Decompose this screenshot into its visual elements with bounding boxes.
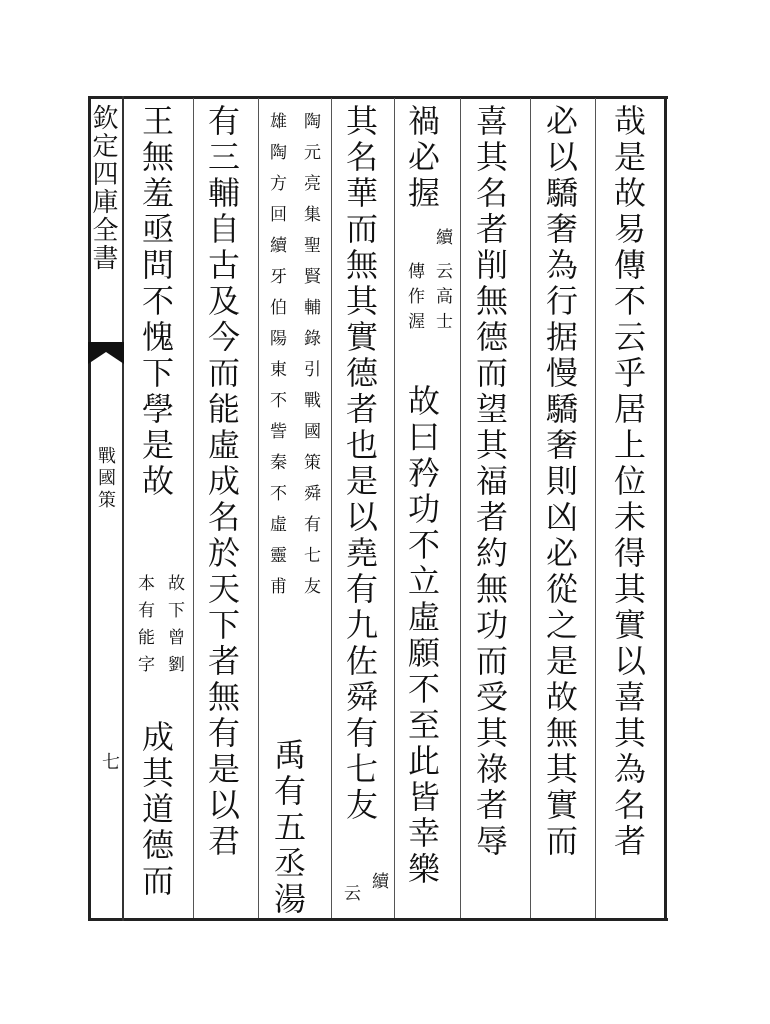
text-column-6-tail: 禹有五丞湯 — [269, 738, 307, 918]
column-divider — [595, 98, 596, 918]
text-column-4-tail: 故曰矜功不立虛願不至此皆幸樂 — [403, 384, 441, 888]
text-column-4-head: 禍必握 — [403, 104, 441, 212]
section-title: 戰國策 — [95, 446, 116, 512]
text-column-2: 必以驕奢為行据慢驕奢則凶必從之是故無其實而 — [541, 104, 579, 860]
column-divider — [258, 98, 259, 918]
annotation-left-text: 傳作渥 — [404, 262, 424, 337]
column-divider — [193, 98, 194, 918]
annotation-right-text: 云高士 — [432, 262, 452, 337]
annotation-right: 續 — [368, 872, 388, 897]
frame-bottom-line — [88, 918, 668, 921]
annotation-right: 陶元亮集聖賢輔錄引戰國策舜有七友 — [300, 112, 320, 608]
column-divider — [394, 98, 395, 918]
text-column-3: 喜其名者削無德而望其福者約無功而受其祿者辱 — [471, 104, 509, 860]
column-divider — [460, 98, 461, 918]
annotation-left: 雄陶方回續牙伯陽東不訾秦不虛靈甫 — [266, 112, 286, 608]
text-column-8-tail: 成其道德而 — [137, 720, 175, 900]
margin-divider-line — [122, 96, 124, 921]
page-number: 七 — [99, 752, 120, 770]
text-column-8: 王無羞亟問不愧下學是故 — [137, 104, 175, 500]
column-divider — [530, 98, 531, 918]
annotation-left: 本有能字 — [134, 574, 154, 682]
annotation-right: 故下曾劉 — [164, 574, 184, 682]
text-column-1: 哉是故易傳不云乎居上位未得其實以喜其為名者 — [609, 104, 647, 860]
annotation-right: 續 — [432, 228, 452, 253]
frame-top-line — [88, 96, 668, 99]
text-column-5: 其名華而無其實德者也是以堯有九佐舜有七友 — [341, 104, 379, 824]
frame-right-line — [664, 96, 667, 921]
book-title: 欽定四庫全書 — [88, 104, 118, 272]
column-divider — [331, 98, 332, 918]
text-column-7: 有三輔自古及今而能虛成名於天下者無有是以君 — [203, 104, 241, 860]
fish-tail-mark-icon — [88, 342, 124, 364]
annotation-left: 云 — [340, 884, 360, 909]
